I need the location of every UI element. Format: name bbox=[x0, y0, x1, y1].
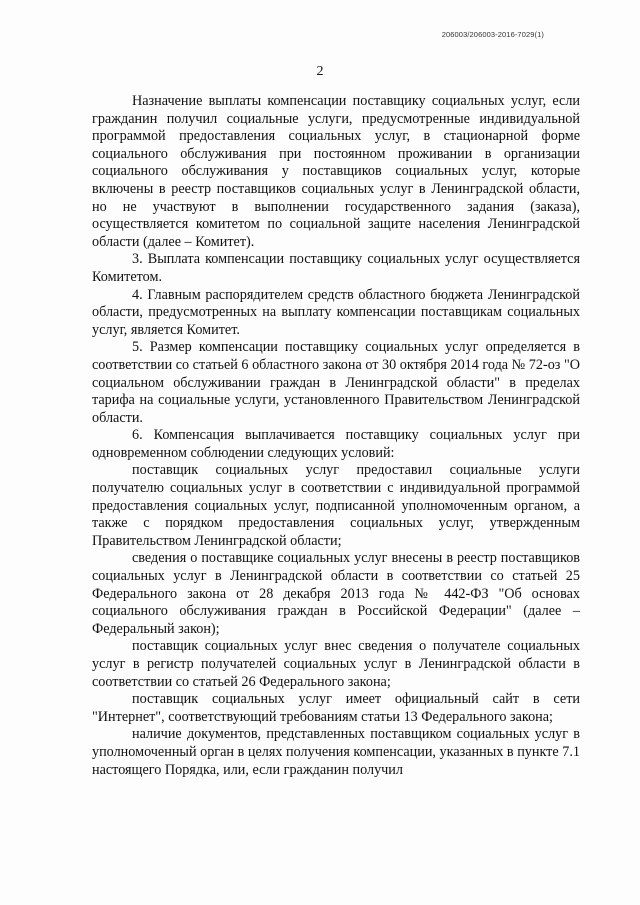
condition-services-provided: поставщик социальных услуг предоставил социальные услуги получателю социальных услуг в соответствии с индивидуальной программой предоставления социальных услуг, подписанной уполномоченным органом, а также с порядком предоставления социальных услуг, утвержденным Правительством Ленинградской области; bbox=[92, 462, 580, 549]
paragraph-6: 6. Компенсация выплачивается поставщику социальных услуг при одновременном соблюдении следующих условий: bbox=[92, 427, 580, 461]
condition-website: поставщик социальных услуг имеет официальный сайт в сети "Интернет", соответствующий требованиям статьи 13 Федерального закона; bbox=[92, 691, 580, 725]
condition-documents: наличие документов, представленных поставщиком социальных услуг в уполномоченный орган в целях получения компенсации, указанных в пункте 7.1 настоящего Порядка, или, если гражданин получил bbox=[92, 726, 580, 778]
page-number: 2 bbox=[316, 64, 324, 79]
paragraph-assignment: Назначение выплаты компенсации поставщику социальных услуг, если гражданин получил социальные услуги, предусмотренные индивидуальной программой предоставления социальных услуг, в стационарной форме социального обслуживания при постоянном проживании в организации социального обслуживания у поставщиков социальных услуг, которые включены в реестр поставщиков социальных услуг в Ленинградской области, но не участвуют в выполнении государственного задания (заказа), осуществляется комитетом по социальной защите населения Ленинградской области (далее – Комитет). bbox=[92, 93, 580, 250]
condition-recipient-register: поставщик социальных услуг внес сведения о получателе социальных услуг в регистр получателей социальных услуг в Ленинградской области в соответствии со статьей 26 Федерального закона; bbox=[92, 638, 580, 690]
paragraph-5: 5. Размер компенсации поставщику социальных услуг определяется в соответствии со статьей 6 областного закона от 30 октября 2014 года № 72-оз "О социальном обслуживании граждан в Ленинградской области" в пределах тарифа на социальные услуги, установленного Правительством Ленинградской области. bbox=[92, 339, 580, 426]
paragraph-3: 3. Выплата компенсации поставщику социальных услуг осуществляется Комитетом. bbox=[92, 251, 580, 285]
paragraph-4: 4. Главным распорядителем средств областного бюджета Ленинградской области, предусмотренных на выплату компенсации поставщикам социальных услуг, является Комитет. bbox=[92, 286, 580, 338]
document-body bbox=[92, 93, 580, 779]
document-id: 206003/206003-2016-7029(1) bbox=[441, 30, 544, 39]
condition-registry: сведения о поставщике социальных услуг внесены в реестр поставщиков социальных услуг в Ленинградской области в соответствии со статьей 25 Федерального закона от 28 декабря 2013 года № 442-ФЗ "Об основах социального обслуживания граждан в Российской Федерации" (далее – Федеральный закон); bbox=[92, 550, 580, 637]
